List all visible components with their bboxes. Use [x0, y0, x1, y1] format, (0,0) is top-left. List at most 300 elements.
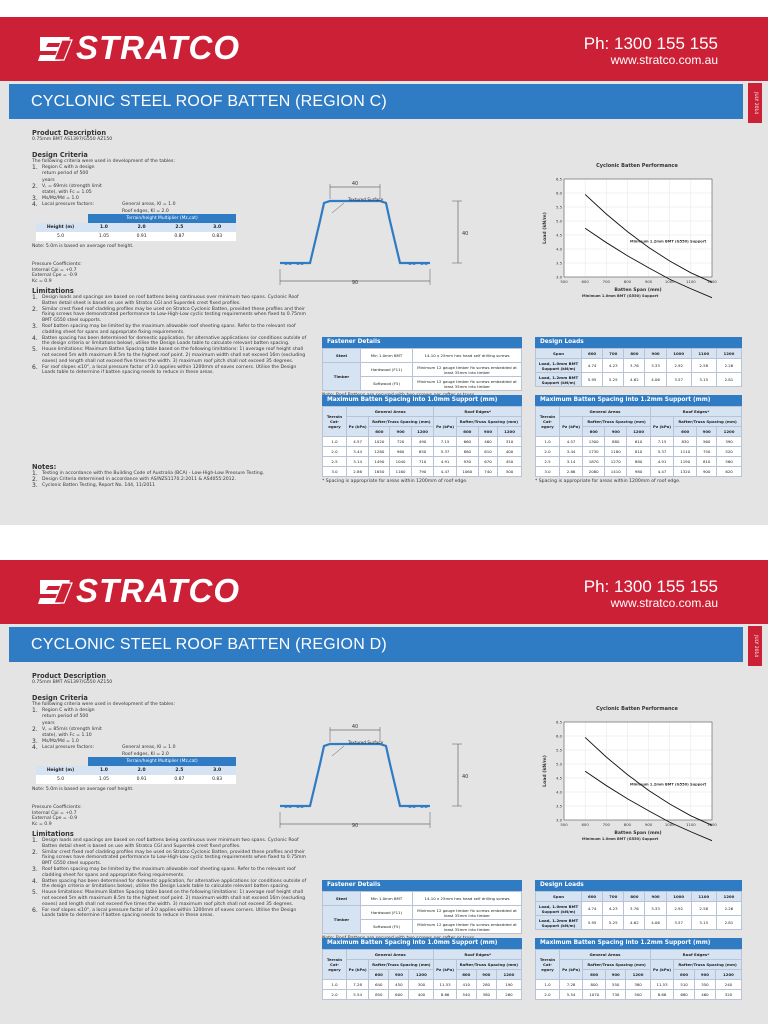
spacing-column-header: 900 — [389, 970, 409, 980]
design-loads-header-cell: 900 — [645, 892, 666, 902]
fastener-heading: Fastener Details — [322, 880, 522, 891]
criteria-number: 4. — [32, 744, 38, 752]
spacing-cell: 3.14 — [560, 457, 583, 467]
series-label: Minimum 1.2mm BMT (G550) Support — [630, 239, 707, 244]
spacing-cell: 1070 — [583, 990, 606, 1000]
chart-svg — [532, 700, 742, 850]
terrain-header-cell: 2.0 — [137, 225, 146, 230]
spacing10-heading: Maximum Batten Spacing into 1.0mm Support (mm) — [322, 938, 522, 949]
spacing-cell: 450 — [389, 980, 409, 990]
limitations-heading: Limitations — [32, 830, 74, 838]
spacing-cell: 1490 — [369, 457, 390, 467]
terrain-note: Note: 5.0m is based on average roof height. — [32, 244, 134, 249]
spacing-cell: 380 — [476, 990, 496, 1000]
design-criteria — [32, 151, 302, 215]
spacing-cell: 560 — [697, 437, 717, 447]
dim-width-label: 90 — [351, 823, 359, 829]
design-loads-cell: Load, 1.0mm BMT Support (kN/m) — [536, 902, 582, 916]
spacing-cell: 2.5 — [536, 457, 560, 467]
rafter-spacing-header: Rafter/Truss Spacing (mm) — [583, 960, 651, 970]
pressure-line: Pressure Coefficients: — [32, 805, 82, 810]
spacing-column-header: 600 — [674, 970, 695, 980]
criteria-number: 2. — [32, 182, 38, 190]
fastener-row — [323, 906, 522, 920]
datasheet-1 — [0, 17, 768, 525]
limitation-item — [32, 295, 307, 306]
design-loads-header-cell: 600 — [582, 892, 603, 902]
spacing-cell: 2.0 — [323, 990, 347, 1000]
spacing-cell: 4.47 — [650, 467, 673, 477]
design-loads-cell: 5.25 — [603, 373, 624, 387]
spacing-cell: 1180 — [605, 447, 627, 457]
spacing-cell: 190 — [496, 980, 521, 990]
terrain-table-row — [36, 775, 236, 784]
terrain-cell: 0.87 — [174, 234, 185, 239]
spacing-cell: 2.5 — [323, 457, 347, 467]
local-pressure-general: General areas, Kl = 1.0 — [122, 202, 176, 208]
spacing-cell: 5.37 — [650, 447, 673, 457]
criteria-item — [32, 727, 302, 739]
spacing-cell: 280 — [476, 980, 496, 990]
criteria-text: Local pressure factors: — [42, 202, 95, 208]
fastener-type: Timber — [323, 906, 361, 934]
x-tick-label: 600 — [581, 279, 589, 284]
limitation-number: 1. — [32, 837, 38, 844]
terrain-header-cell: 2.5 — [175, 768, 184, 773]
limitation-item — [32, 324, 307, 335]
y-tick-label: 5.5 — [555, 747, 562, 753]
design-loads-cell: 5.25 — [603, 916, 624, 930]
note-number: 1. — [32, 470, 38, 477]
limitation-number: 5. — [32, 889, 38, 897]
spacing-column-header: 900 — [390, 427, 411, 437]
spacing-row — [536, 990, 742, 1000]
spacing-row — [536, 457, 742, 467]
spacing-cell: 500 — [498, 467, 522, 477]
fastener-type: Timber — [323, 363, 361, 391]
note-number: 3. — [32, 482, 38, 489]
spacing-cell: 660 — [456, 437, 478, 447]
design-loads-header-cell: Span — [536, 349, 582, 359]
y-tick-label: 6.5 — [555, 176, 562, 182]
textured-surface-label: Textured Surface — [348, 197, 384, 202]
roof-edges-header: Roof Edges* — [650, 950, 741, 960]
spacing-cell: 2.86 — [560, 467, 583, 477]
spacing-cell: 1.0 — [536, 437, 560, 447]
terrain-cell: 1.05 — [98, 234, 109, 239]
general-areas-header: General Areas — [347, 950, 434, 960]
website-link[interactable]: www.stratco.com.au — [610, 53, 718, 67]
plot-area — [564, 179, 712, 277]
spacing-cell: 7.15 — [650, 437, 673, 447]
spacing-cell: 1.0 — [323, 437, 347, 447]
limitation-number: 3. — [32, 865, 38, 873]
x-tick-label: 800 — [623, 279, 632, 284]
spacing-cell: 640 — [369, 980, 389, 990]
y-tick-label: 4.0 — [555, 246, 562, 252]
general-areas-header: General Areas — [347, 407, 434, 417]
design-loads-cell: 3.15 — [691, 916, 716, 930]
spacing-cell: 1320 — [674, 467, 697, 477]
pressure-line: Pressure Coefficients: — [32, 262, 82, 267]
stratco-mark-icon — [36, 574, 74, 608]
spacing-cell: 490 — [411, 437, 434, 447]
spacing-cell: 1870 — [583, 457, 605, 467]
product-text: 0.75mm BMT AS1397/G550 AZ150 — [32, 680, 113, 685]
spacing-cell: 1650 — [369, 467, 390, 477]
design-loads — [535, 880, 742, 930]
limitation-text: Design loads and spacings are based on roof battens being continuous over minimum two spans. Cyclonic Roof Batten detail sheet is based on use with Stratco CGI and Superdek crest fixed profiles. — [42, 838, 299, 849]
spacing-cell: 7.28 — [560, 980, 583, 990]
spacing-cell: 2.0 — [323, 447, 347, 457]
design-loads-cell: 2.81 — [716, 916, 741, 930]
date-badge: JULY 2014 — [748, 83, 762, 123]
criteria-text: Region C with a design return period of 500 years — [42, 165, 95, 183]
design-loads-cell: 5.95 — [582, 916, 603, 930]
date-badge: JULY 2014 — [748, 626, 762, 666]
terrain-header-cell: 1.0 — [99, 225, 108, 230]
local-pressure-edge: Roof edges, Kl = 2.0 — [122, 751, 169, 757]
design-loads-cell: 2.26 — [716, 902, 741, 916]
spacing-header-row — [323, 960, 522, 970]
design-loads-cell: 3.57 — [666, 916, 691, 930]
dim-top-label: 40 — [351, 724, 359, 730]
spacing-cell: 1270 — [605, 457, 627, 467]
pressure-line: External Cpe = -0.9 — [32, 273, 78, 278]
spacing-cell: 460 — [478, 437, 497, 447]
design-loads-cell: Load, 1.2mm BMT Support (kN/m) — [536, 916, 582, 930]
dim-width-label: 90 — [351, 280, 359, 286]
general-areas-header: General Areas — [560, 950, 651, 960]
terrain-table — [32, 757, 236, 793]
design-loads-row — [536, 359, 742, 373]
spacing-cell: 620 — [717, 467, 742, 477]
x-tick-label: 500 — [560, 822, 568, 827]
spacing-cell: 880 — [627, 457, 651, 467]
spacing-header-row — [536, 417, 742, 427]
spacing-cell: 810 — [627, 447, 651, 457]
x-tick-label: 800 — [623, 822, 632, 827]
spacing-cell: 7.28 — [347, 980, 369, 990]
y-axis-label: Load (kN/m) — [543, 755, 548, 787]
pz-header: Pz (kPa) — [560, 417, 583, 437]
spacing-cell: 300 — [409, 980, 434, 990]
brand-header — [0, 17, 768, 81]
stratco-logo-icon — [36, 574, 74, 608]
limitations — [32, 830, 307, 919]
spacing-cell: 240 — [715, 980, 741, 990]
stratco-mark-icon — [36, 31, 74, 65]
page-title: CYCLONIC STEEL ROOF BATTEN (REGION D) — [31, 636, 387, 653]
spacing-column-header: 600 — [583, 427, 605, 437]
pressure-line: Kc = 0.9 — [32, 278, 52, 284]
spacing-row — [536, 980, 742, 990]
spacing-column-header: 600 — [369, 970, 389, 980]
y-tick-label: 4.0 — [555, 789, 562, 795]
design-loads-header-cell: 800 — [624, 349, 645, 359]
criteria-item — [32, 202, 302, 214]
pressure-line: Internal Cpi = +0.7 — [32, 267, 77, 273]
design-loads-cell: 3.15 — [691, 373, 716, 387]
limitation-number: 5. — [32, 346, 38, 354]
brand-header — [0, 560, 768, 624]
terrain-header-cell: 3.0 — [213, 768, 222, 773]
textured-surface-label: Textured Surface — [348, 740, 384, 745]
criteria-number: 3. — [32, 195, 38, 203]
criteria-text: V, = 85m/s (strength limit state), with Fc = 1.10 — [42, 726, 102, 739]
design-loads-row — [536, 916, 742, 930]
design-loads-cell: 4.06 — [645, 373, 666, 387]
spacing-row — [323, 457, 522, 467]
limitation-item — [32, 879, 307, 890]
spacing-cell: 730 — [606, 990, 626, 1000]
spacing-column-header: 600 — [369, 427, 390, 437]
x-tick-label: 700 — [602, 822, 610, 827]
terrain-header-cell: 2.5 — [175, 225, 184, 230]
design-loads-cell: 2.26 — [716, 359, 741, 373]
spacing-column-header: 1200 — [411, 427, 434, 437]
sheet-content — [0, 664, 768, 1024]
roof-edges-header: Roof Edges* — [650, 407, 741, 417]
terrain-table-header — [36, 766, 236, 775]
roof-edges-header: Roof Edges* — [434, 950, 522, 960]
criteria-item — [32, 184, 302, 196]
spacing12-heading: Maximum Batten Spacing into 1.2mm Support (mm) — [535, 938, 742, 949]
x-tick-label: 500 — [560, 279, 568, 284]
spacing-cell: 5.54 — [560, 990, 583, 1000]
fastener-support: Softwood (F5) — [361, 920, 413, 934]
spacing-cell: 460 — [695, 990, 716, 1000]
datasheet-2 — [0, 560, 768, 1024]
spacing-column-header: 600 — [583, 970, 606, 980]
pz-header: Pz (kPa) — [347, 417, 369, 437]
terrain-cat-header: Terrain Cat-egory — [536, 950, 560, 980]
limitation-text: House limitations: Maximum Batten Spacing table based on the following limitations: 1) average roof height shall not exceed 5m with maximum 8.5m to the highest roof point. 2) maximum width shall not exceed 16m (excluding eaves) and length shall not exceed five times the width. 3) maximum roof pitch shall not exceed 35 degrees. — [42, 890, 306, 907]
terrain-cat-header: Terrain Cat-egory — [323, 407, 347, 437]
terrain-header-cell: Height (m) — [46, 225, 75, 230]
spacing-cell: 11.53 — [650, 980, 673, 990]
limitation-text: Roof batten spacing may be limited by the maximum allowable roof sheeting spans. Refer to the relevant roof cladding sheet for spans and appropriate fixing requirements. — [42, 866, 296, 878]
x-axis-label: Batten Span (mm) — [614, 831, 662, 836]
rafter-spacing-header: Rafter/Truss Spacing (mm) — [674, 417, 742, 427]
spacing-column-header: 900 — [476, 970, 496, 980]
criteria-number: 1. — [32, 164, 38, 172]
pressure-line: External Cpe = -0.9 — [32, 816, 78, 821]
rafter-spacing-header: Rafter/Truss Spacing (mm) — [583, 417, 651, 427]
design-loads-cell: 3.33 — [645, 359, 666, 373]
terrain-cell: 5.0 — [56, 777, 65, 782]
spacing-cell: 670 — [478, 457, 497, 467]
spacing-cell: 710 — [411, 457, 434, 467]
spacing-cell: 11.53 — [434, 980, 456, 990]
fastener-type: Steel — [323, 349, 361, 363]
fastener-type: Steel — [323, 892, 361, 906]
series-label: Minimum 1.0mm BMT (G550) Support — [582, 293, 659, 298]
local-pressure-edge: Roof edges, Kl = 2.0 — [122, 208, 169, 214]
design-loads-cell: 4.62 — [624, 373, 645, 387]
design-loads-header-row — [536, 892, 742, 902]
fastener-screw: 14-10 x 25mm hex head self drilling screws — [413, 349, 522, 363]
design-loads-heading: Design Loads — [535, 880, 742, 891]
note-item — [32, 483, 307, 489]
spacing-column-header: 900 — [697, 427, 717, 437]
notes-heading: Notes: — [32, 463, 57, 471]
note-text: Testing in accordance with the Building Code of Australia (BCA) - Low-High-Low Pressure Testing. — [42, 471, 265, 476]
title-band — [9, 84, 743, 119]
pz-header: Pz (kPa) — [434, 417, 456, 437]
performance-chart — [532, 157, 742, 307]
spacing-cell: 4.57 — [347, 437, 369, 447]
limitation-item — [32, 336, 307, 347]
general-areas-header: General Areas — [560, 407, 651, 417]
spacing-cell: 880 — [605, 437, 627, 447]
fastener-row — [323, 349, 522, 363]
spacing-cell: 980 — [627, 467, 651, 477]
spacing-cell: 1160 — [390, 467, 411, 477]
batten-profile-svg — [272, 700, 472, 836]
x-tick-label: 600 — [581, 822, 589, 827]
design-loads-cell: 4.62 — [624, 916, 645, 930]
design-loads-header-cell: 1100 — [691, 892, 716, 902]
limitation-text: Similar crest fixed roof cladding profiles may be used on Stratco Cyclonic Batten, provided these profiles and their fixing screws have demonstrated performance to Low-High-Low cyclic testing requirements when fixed to 0.75mm BMT G550 steel supports. — [42, 306, 306, 323]
spacing-row — [323, 980, 522, 990]
spacing-cell: 1110 — [674, 447, 697, 457]
criteria-text: Region C with a design return period of 500 years — [42, 708, 95, 726]
limitations — [32, 287, 307, 376]
design-loads-cell: 2.81 — [716, 373, 741, 387]
y-axis-label: Load (kN/m) — [543, 212, 548, 244]
x-tick-label: 1000 — [664, 279, 675, 284]
design-loads-cell: 3.57 — [666, 373, 691, 387]
criteria-number: 2. — [32, 725, 38, 733]
limitation-text: Similar crest fixed roof cladding profiles may be used on Stratco Cyclonic Batten, provided these profiles and their fixing screws have demonstrated performance to Low-High-Low cyclic testing requirements when fixed to 0.75mm BMT G550 steel supports. — [42, 849, 306, 866]
criteria-item — [32, 745, 302, 757]
fastener-screw: Minimum 12 gauge timber fix screws embedded at least 35mm into timber — [413, 920, 522, 934]
design-loads-cell: 2.92 — [666, 902, 691, 916]
rafter-spacing-header: Rafter/Truss Spacing (mm) — [369, 960, 434, 970]
pz-header: Pz (kPa) — [650, 417, 673, 437]
fastener-table — [322, 891, 522, 934]
spacing-cell: 610 — [478, 447, 497, 457]
limitation-number: 3. — [32, 322, 38, 330]
pressure-coefficients — [32, 262, 82, 284]
spacing-header-row — [536, 960, 742, 970]
limitation-number: 2. — [32, 305, 38, 313]
product-heading: Product Description — [32, 129, 107, 137]
pz-header: Pz (kPa) — [434, 960, 456, 980]
y-tick-label: 3.0 — [555, 817, 562, 823]
spacing-cell: 600 — [389, 990, 409, 1000]
design-loads-cell: 2.58 — [691, 902, 716, 916]
limitation-number: 4. — [32, 334, 38, 342]
local-pressure — [122, 745, 176, 757]
design-loads-row — [536, 373, 742, 387]
fastener-heading: Fastener Details — [322, 337, 522, 348]
design-loads-header-cell: 600 — [582, 349, 603, 359]
dim-height-label: 40 — [462, 774, 469, 780]
limitation-text: Batten spacing has been determined for domestic application, for alternative applications (or conditions outside of the design criteria or limitations below), utilise the Design Loads table to calculate relevant batten spacing. — [42, 335, 307, 347]
spacing-cell: 410 — [456, 980, 476, 990]
design-loads-cell: 4.74 — [582, 902, 603, 916]
y-tick-label: 6.5 — [555, 719, 562, 725]
spacing12-block — [535, 938, 742, 1002]
local-pressure-general: General areas, Kl = 1.0 — [122, 745, 176, 751]
limitation-item — [32, 365, 307, 376]
y-tick-label: 3.5 — [555, 260, 562, 266]
limitation-text: Batten spacing has been determined for domestic application, for alternative applications (or conditions outside of the design criteria or limitations below), utilise the Design Loads table to calculate relevant batten spacing. — [42, 878, 307, 890]
limitation-item — [32, 867, 307, 878]
product-description — [32, 672, 302, 686]
fastener-screw: Minimum 12 gauge timber fix screws embedded at least 35mm into timber — [413, 906, 522, 920]
design-loads-cell: 2.58 — [691, 359, 716, 373]
design-loads-table — [535, 891, 742, 930]
terrain-cell: 0.87 — [174, 777, 185, 782]
spacing-cell: 310 — [498, 437, 522, 447]
batten-profile-diagram — [272, 157, 472, 293]
x-tick-label: 700 — [602, 279, 610, 284]
design-loads-row — [536, 902, 742, 916]
stratco-logo-icon — [36, 31, 74, 65]
rafter-spacing-header: Rafter/Truss Spacing (mm) — [674, 960, 742, 970]
criteria-text: Ms/Mz/Md = 1.0 — [42, 739, 79, 745]
fastener-table — [322, 348, 522, 391]
criteria-number: 3. — [32, 738, 38, 746]
y-tick-label: 5.0 — [555, 761, 562, 767]
design-loads-header-cell: 1200 — [716, 349, 741, 359]
design-loads-header-cell: 1100 — [691, 349, 716, 359]
rafter-spacing-header: Rafter/Truss Spacing (mm) — [369, 417, 434, 427]
spacing-cell: 1.0 — [536, 980, 560, 990]
design-loads-cell: 4.74 — [582, 359, 603, 373]
spacing-cell: 1730 — [583, 447, 605, 457]
design-loads-header-cell: 900 — [645, 349, 666, 359]
website-link[interactable]: www.stratco.com.au — [610, 596, 718, 610]
spacing12-block — [535, 395, 742, 485]
design-loads-heading: Design Loads — [535, 337, 742, 348]
contact-block — [584, 578, 718, 609]
terrain-cell: 0.91 — [136, 234, 147, 239]
spacing-cell: 400 — [498, 447, 522, 457]
spacing-cell: 540 — [456, 990, 476, 1000]
product-text: 0.75mm BMT AS1397/G550 AZ150 — [32, 137, 113, 142]
x-tick-label: 900 — [644, 279, 653, 284]
terrain-cell: 0.91 — [136, 777, 147, 782]
spacing-cell: 4.91 — [434, 457, 456, 467]
spacing-cell: 830 — [674, 437, 697, 447]
roof-edges-header: Roof Edges* — [434, 407, 522, 417]
criteria-number: 4. — [32, 201, 38, 209]
terrain-cell: 1.05 — [98, 777, 109, 782]
note-number: 2. — [32, 476, 38, 483]
y-tick-label: 5.5 — [555, 204, 562, 210]
limitations-heading: Limitations — [32, 287, 74, 295]
pz-header: Pz (kPa) — [347, 960, 369, 980]
spacing-cell: 2.0 — [536, 990, 560, 1000]
spacing-cell: 1410 — [605, 467, 627, 477]
spacing-cell: 3.0 — [323, 467, 347, 477]
contact-block — [584, 35, 718, 66]
spacing-cell: 4.57 — [560, 437, 583, 447]
criteria-number: 1. — [32, 707, 38, 715]
spacing-cell: 1190 — [674, 457, 697, 467]
design-loads-cell: 5.95 — [582, 373, 603, 387]
y-tick-label: 5.0 — [555, 218, 562, 224]
spacing-cell: 2080 — [583, 467, 605, 477]
batten-profile-svg — [272, 157, 472, 293]
local-pressure — [122, 202, 176, 214]
performance-chart — [532, 700, 742, 850]
spacing-cell: 800 — [583, 980, 606, 990]
